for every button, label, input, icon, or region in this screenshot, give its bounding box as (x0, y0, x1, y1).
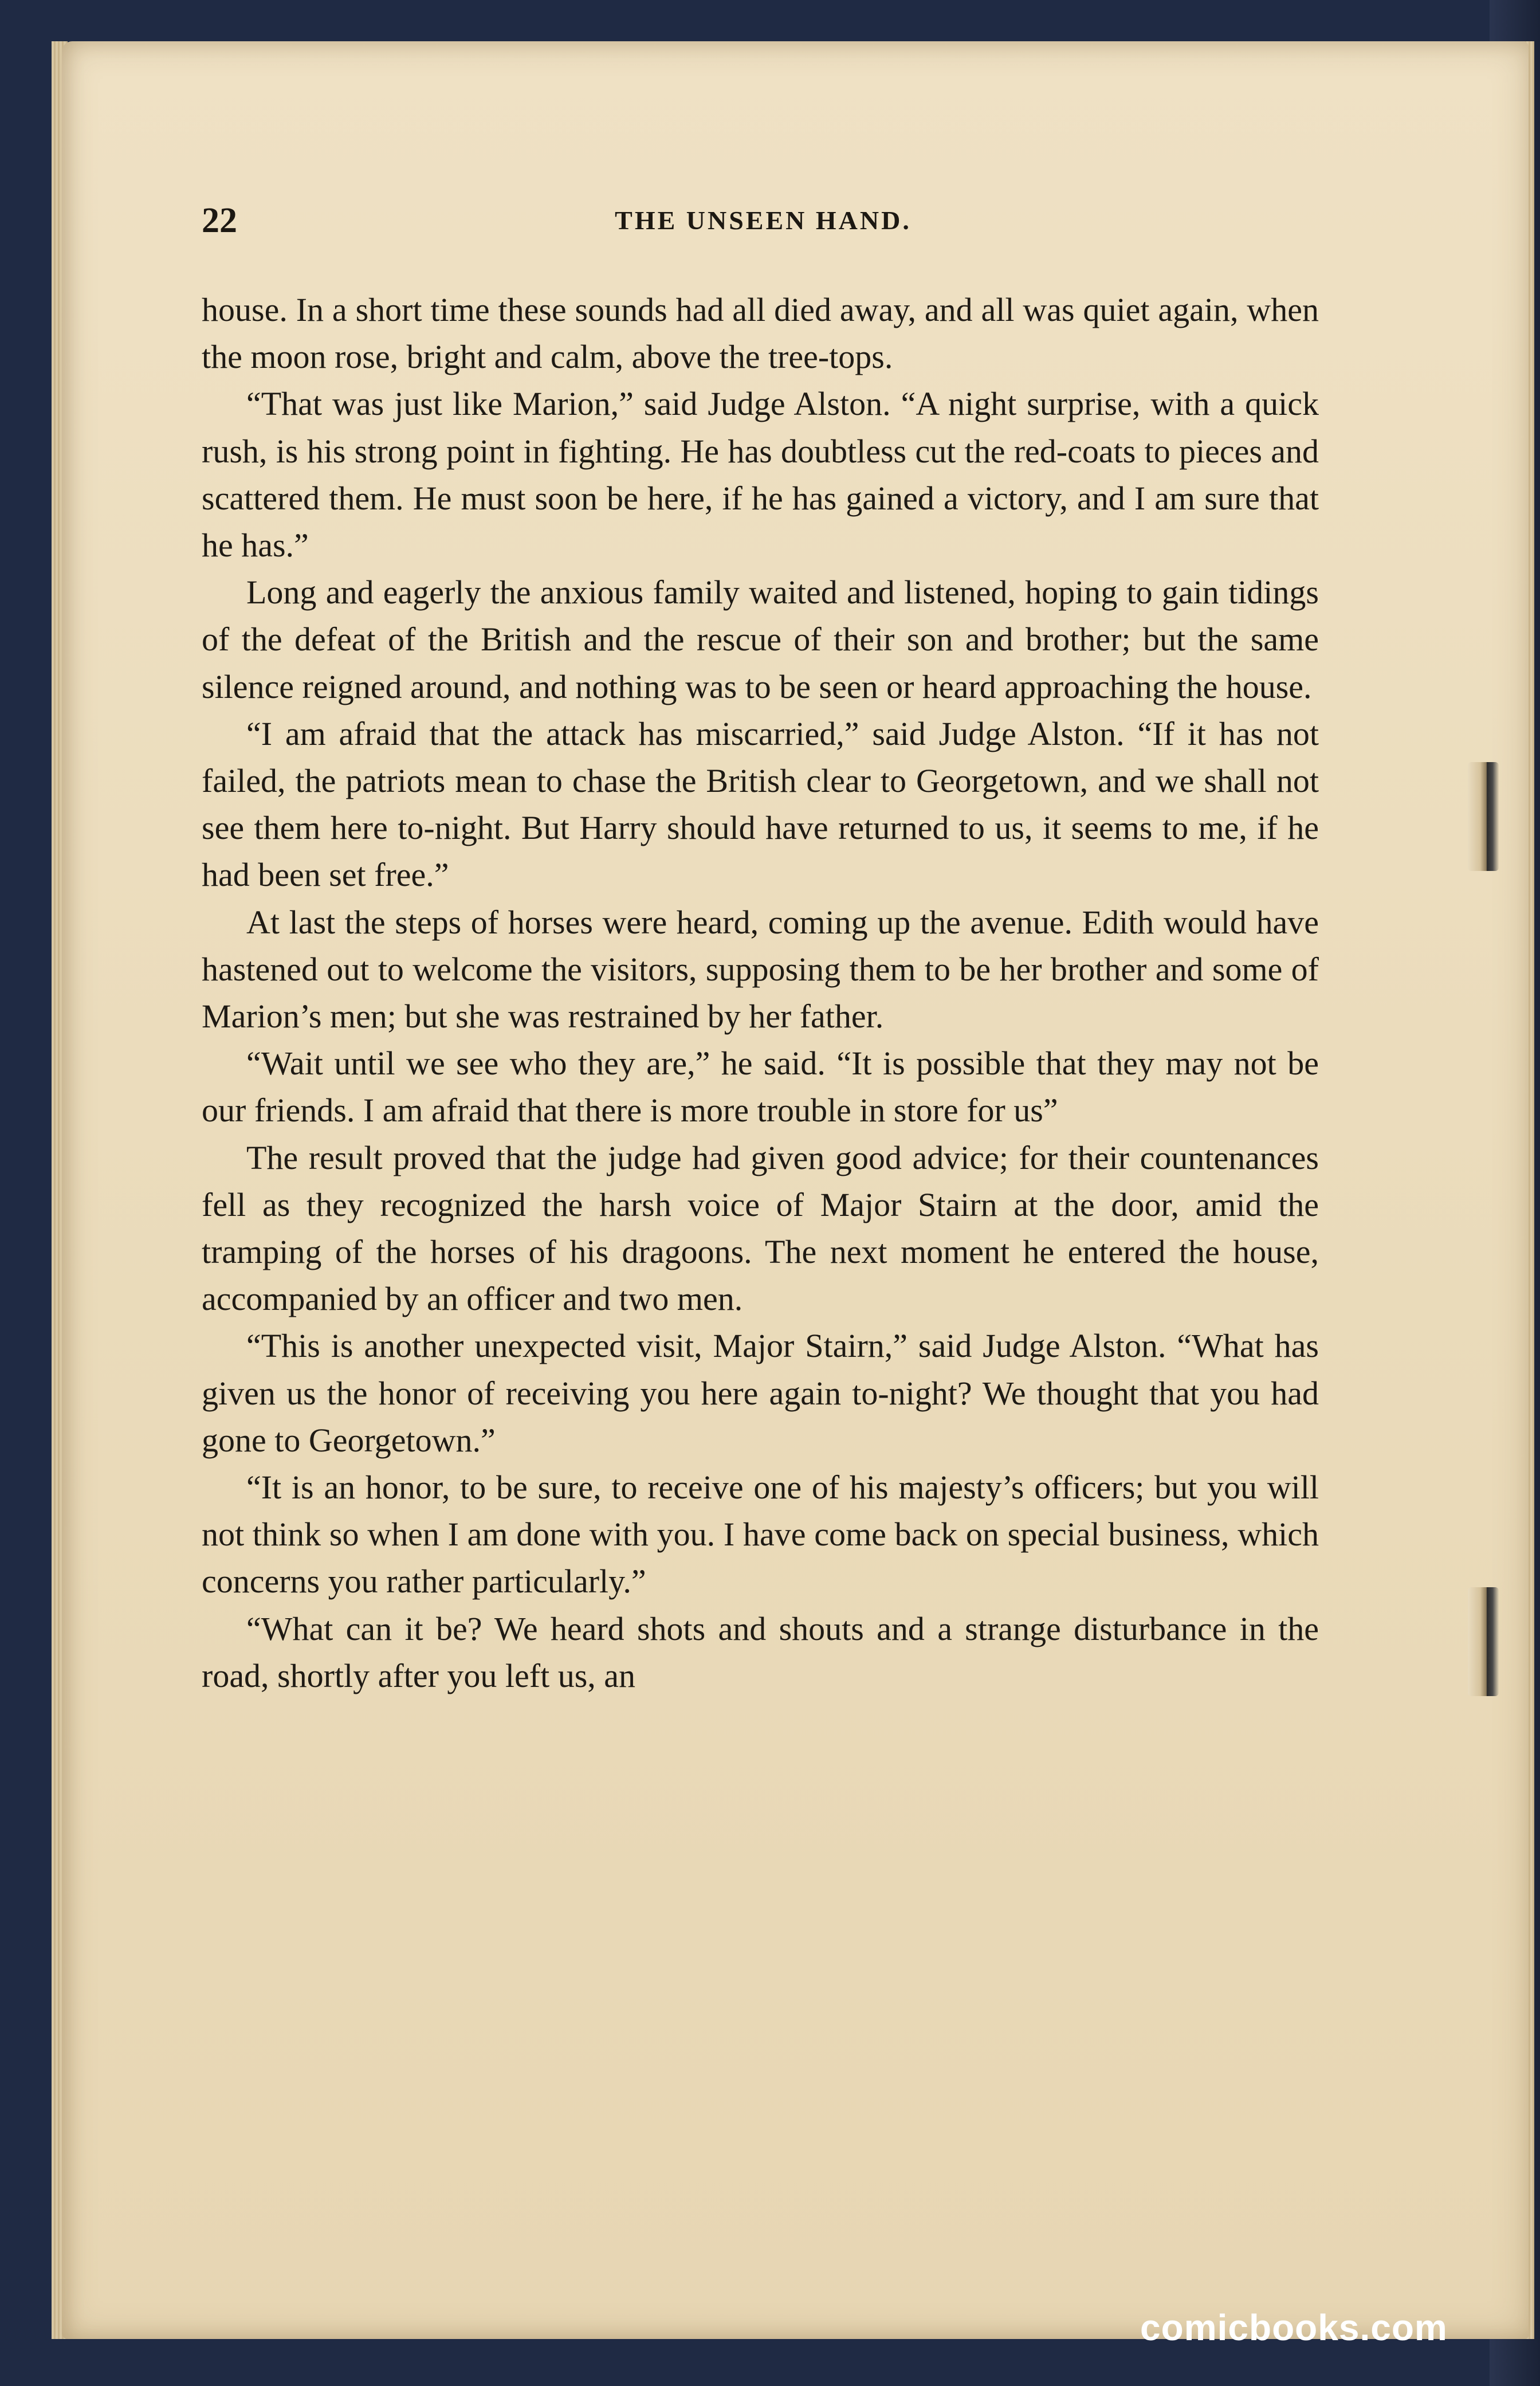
paragraph: “What can it be? We heard shots and shouts and a strange disturbance in the road, shortly after you left us, an (202, 1610, 1319, 1694)
page-header (202, 201, 1325, 246)
staple-upper (1468, 762, 1499, 871)
staple-lower (1468, 1587, 1499, 1696)
running-head: THE UNSEEN HAND. (615, 206, 912, 235)
paragraph: “Wait until we see who they are,” he said. “It is possible that they may not be our friends. I am afraid that there is more trouble in store for us” (202, 1045, 1319, 1129)
paragraph: At last the steps of horses were heard, coming up the avenue. Edith would have hastened out to welcome the visitors, supposing them to be her brother and some of Marion’s men; but she was restrained by her father. (202, 903, 1319, 1035)
paragraph: The result proved that the judge had given good advice; for their countenances fell as they recognized the harsh voice of Major Stairn at the door, amid the tramping of the horses of his dragoons. The next moment he entered the house, accompanied by an officer and two men. (202, 1139, 1319, 1318)
page-number: 22 (202, 201, 237, 240)
body-text (202, 287, 1319, 1700)
paragraph: “That was just like Marion,” said Judge Alston. “A night surprise, with a quick rush, is his strong point in fighting. He has doubtless cut the red-coats to pieces and scattered them. He must soon be here, if he has gained a victory, and I am sure that he has.” (202, 385, 1319, 564)
paragraph: “This is another unexpected visit, Major Stairn,” said Judge Alston. “What has given us the honor of receiving you here again to-night? We thought that you had gone to Georgetown.” (202, 1327, 1319, 1459)
paragraph: Long and eagerly the anxious family waited and listened, hoping to gain tidings of the defeat of the British and the rescue of their son and brother; but the same silence reigned around, and nothing was to be seen or heard approaching the house. (202, 574, 1319, 705)
watermark: comicbooks.com (1140, 2307, 1448, 2348)
paragraph: “It is an honor, to be sure, to receive one of his majesty’s officers; but you will not think so when I am done with you. I have come back on special business, which concerns you rather particularly.” (202, 1469, 1319, 1600)
paragraph: “I am afraid that the attack has miscarried,” said Judge Alston. “If it has not failed, the patriots mean to chase the British clear to Georgetown, and we shall not see them here to-night. But Harry should have returned to us, it seems to me, if he had been set free.” (202, 715, 1319, 894)
paragraph: house. In a short time these sounds had all died away, and all was quiet again, when the moon rose, bright and calm, above the tree-tops. (202, 291, 1319, 376)
